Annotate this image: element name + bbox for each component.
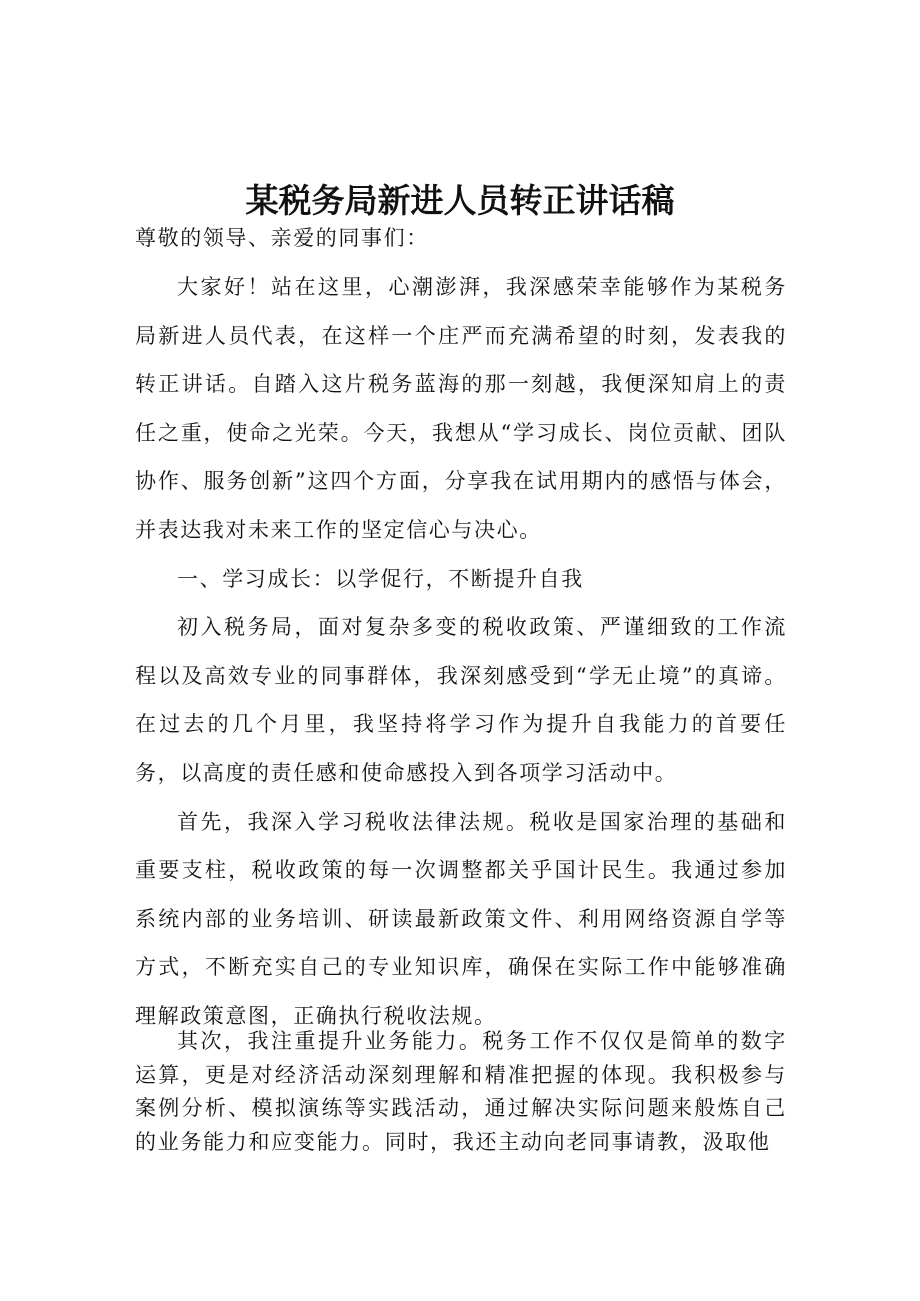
salutation: 尊敬的领导、亲爱的同事们： bbox=[135, 226, 429, 250]
paragraph-second: 其次，我注重提升业务能力。税务工作不仅仅是简单的数字运算，更是对经济活动深刻理解和精准把握的体现。我积极参与案例分析、模拟演练等实践活动，通过解决实际问题来般炼自己的业务能力和应变能力。同时，我还主动向老同事请教，汲取他 bbox=[135, 1029, 787, 1154]
paragraph-learning: 初入税务局，面对复杂多变的税收政策、严谨细致的工作流程以及高效专业的同事群体，我深刻感受到“学无止境”的真谛。在过去的几个月里，我坚持将学习作为提升自我能力的首要任务，以高度的责任感和使命感投入到各项学习活动中。 bbox=[135, 615, 787, 785]
document-title: 某税务局新进人员转正讲话稿 bbox=[245, 181, 675, 221]
paragraph-intro: 大家好！站在这里，心潮澎湃，我深感荣幸能够作为某税务局新进人员代表，在这样一个庄严而充满希望的时刻，发表我的转正讲话。自踏入这片税务蓝海的那一刻越，我便深知肩上的责任之重，使命之光荣。今天，我想从“学习成长、岗位贡献、团队协作、服务创新”这四个方面，分享我在试用期内的感悟与体会，并表达我对未来工作的坚定信心与决心。 bbox=[135, 275, 787, 542]
speech-body-continued bbox=[135, 1025, 787, 1159]
section-heading: 一、学习成长：以学促行，不断提升自我 bbox=[177, 566, 584, 591]
speech-body bbox=[135, 263, 787, 1041]
paragraph-first: 首先，我深入学习税收法律法规。税收是国家治理的基础和重要支柱，税收政策的每一次调整都关乎国计民生。我通过参加系统内部的业务培训、研读最新政策文件、利用网络资源自学等方式，不断充实自己的专业知识库，确保在实际工作中能够准确理解政策意图，正确执行税收法规。 bbox=[135, 809, 787, 1028]
